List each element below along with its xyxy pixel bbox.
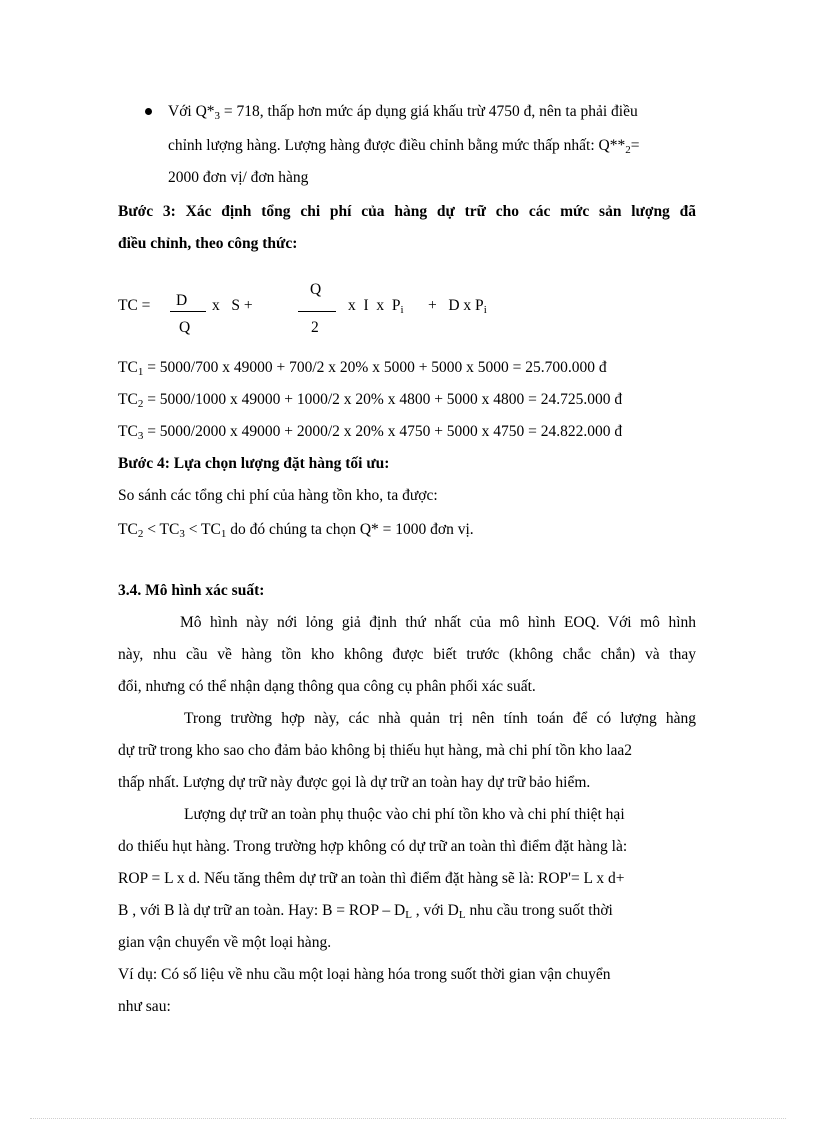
formula-tail-2: + D x $P_i$ — [428, 297, 487, 316]
bullet-text: Với Q* — [168, 103, 215, 120]
bullet-line-2 — [168, 136, 639, 156]
p3-line-4: B , với B là dự trữ an toàn. Hay: B = ROP – $D_L$ , với $D_L$ nhu cầu trong suốt thời — [118, 902, 613, 921]
p2-line-1: Trong trường hợp này, các nhà quản trị nên tính toán để có lượng hàng — [184, 710, 696, 727]
subscript: 2 — [137, 398, 144, 410]
example-line-1: Ví dụ: Có số liệu về nhu cầu một loại hàng hóa trong suốt thời gian vận chuyển — [118, 966, 611, 983]
formula-frac2-bar — [298, 311, 336, 312]
subscript: 1 — [220, 528, 227, 540]
example-line-2: như sau: — [118, 998, 171, 1015]
bullet-line-1 — [168, 102, 696, 122]
p2-line-3: thấp nhất. Lượng dự trữ này được gọi là dự trữ an toàn hay dự trữ bảo hiểm. — [118, 774, 591, 791]
formula-tail-1: x I x $P_i$ — [348, 297, 404, 316]
tc-line-1: $TC_1 = 5000/700$ x 49000 + 700/2 x 20% x 5000 + 5000 x 5000 = 25.700.000 đ — [118, 359, 607, 378]
formula-frac2-numerator: Q — [310, 281, 322, 298]
p1-line-1: Mô hình này nới lỏng giả định thứ nhất của mô hình EOQ. Với mô hình — [180, 614, 696, 631]
p3-line-1: Lượng dự trữ an toàn phụ thuộc vào chi phí tồn kho và chi phí thiệt hại — [184, 806, 625, 823]
bullet-text: = — [630, 137, 640, 154]
subscript: i — [400, 304, 404, 316]
step4-result: $TC_2 < TC_3 < TC_1$ do đó chúng ta chọn Q* = 1000 đơn vị. — [118, 521, 474, 540]
bullet-text: = 718, thấp hơn mức áp dụng giá khấu trừ 4750 đ, nên ta phải điều — [220, 103, 638, 120]
subscript: L — [405, 909, 412, 921]
p3-line-5: gian vận chuyển về một loại hàng. — [118, 934, 332, 951]
tc-line-3: $TC_3 = 5000/2000$ x 49000 + 2000/2 x 20% x 4750 + 5000 x 4750 = 24.822.000 đ — [118, 423, 623, 442]
formula-frac1-denominator: Q — [179, 319, 191, 336]
step4-compare-text: So sánh các tổng chi phí của hàng tồn kho, ta được: — [118, 487, 438, 504]
section-3-4-heading: 3.4. Mô hình xác suất: — [118, 582, 265, 599]
bullet-line-3: 2000 đơn vị/ đơn hàng — [168, 169, 309, 186]
tc-line-2: $TC_2 = 5000/1000$ x 49000 + 1000/2 x 20% x 4800 + 5000 x 4800 = 24.725.000 đ — [118, 391, 623, 410]
p1-line-3: đổi, nhưng có thể nhận dạng thông qua công cụ phân phối xác suất. — [118, 678, 536, 695]
step3-heading-line-1: Bước 3: Xác định tổng chi phí của hàng dự trữ cho các mức sản lượng đã — [118, 203, 696, 220]
page-bottom-rule — [30, 1118, 786, 1119]
bullet-dot — [145, 108, 152, 115]
formula-frac2-denominator: 2 — [311, 319, 319, 336]
p3-line-3: ROP = L x d. Nếu tăng thêm dự trữ an toàn thì điểm đặt hàng sẽ là: ROP'= L x d+ — [118, 870, 625, 887]
step4-heading: Bước 4: Lựa chọn lượng đặt hàng tối ưu: — [118, 455, 390, 472]
subscript: 3 — [179, 528, 185, 540]
p3-line-2: do thiếu hụt hàng. Trong trường hợp không có dự trữ an toàn thì điểm đặt hàng là: — [118, 838, 628, 855]
subscript: i — [483, 304, 487, 316]
formula-frac1-bar — [170, 311, 206, 312]
step3-heading-line-2: điều chỉnh, theo công thức: — [118, 235, 298, 252]
formula-frac1-numerator: D — [176, 292, 188, 309]
p2-line-2: dự trữ trong kho sao cho đảm bảo không bị thiếu hụt hàng, mà chi phí tồn kho laa2 — [118, 742, 633, 759]
subscript: 3 — [214, 110, 221, 122]
subscript: 2 — [625, 144, 631, 156]
subscript: 1 — [137, 366, 144, 378]
formula-middle: x S + — [212, 297, 253, 314]
bullet-text: chỉnh lượng hàng. Lượng hàng được điều chỉnh bằng mức thấp nhất: Q** — [168, 137, 626, 154]
p1-line-2: này, nhu cầu về hàng tồn kho không được biết trước (không chắc chắn) và thay — [118, 646, 696, 663]
subscript: L — [458, 909, 466, 921]
subscript: 2 — [137, 528, 144, 540]
formula-lhs: TC = — [118, 297, 151, 314]
subscript: 3 — [137, 430, 144, 442]
